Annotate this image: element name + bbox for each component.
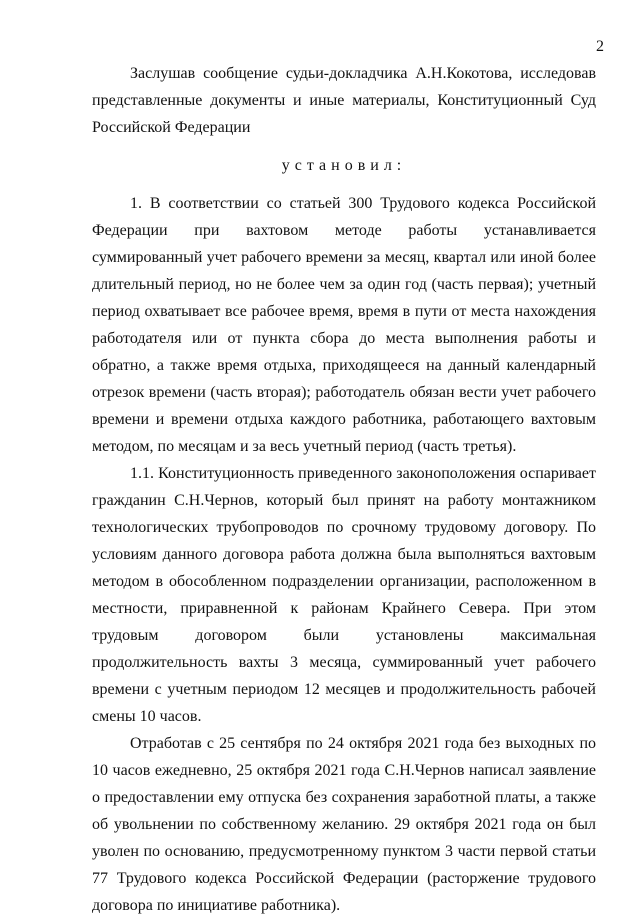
page-number: 2 <box>596 38 604 55</box>
paragraph-1-1: 1.1. Конституционность приведенного законоположения оспаривает гражданин С.Н.Чернов, который был принят на работу монтажником технологических трубопроводов по срочному трудовому договору. По условиям данного договора работа должна была выполняться вахтовым методом в обособленном подразделении организации, расположенном в местности, приравненной к районам Крайнего Севера. При этом трудовым договором были установлены максимальная продолжительность вахты 3 месяца, суммированный учет рабочего времени с учетным периодом 12 месяцев и продолжительность рабочей смены 10 часов. <box>92 465 596 725</box>
paragraph-worked: Отработав с 25 сентября по 24 октября 2021 года без выходных по 10 часов ежедневно, 25 октября 2021 года С.Н.Чернов написал заявление о предоставлении ему отпуска без сохранения заработной платы, а также об увольнении по собственному желанию. 29 октября 2021 года он был уволен по основанию, предусмотренному пунктом 3 части первой статьи 77 Трудового кодекса Российской Федерации (расторжение трудового договора по инициативе работника). <box>92 735 596 914</box>
intro-paragraph: Заслушав сообщение судьи-докладчика А.Н.Кокотова, исследовав представленные документы и иные материалы, Конституционный Суд Российской Федерации <box>92 65 596 136</box>
document-body <box>92 60 596 919</box>
section-heading: установил: <box>281 157 407 174</box>
paragraph-1: 1. В соответствии со статьей 300 Трудового кодекса Российской Федерации при вахтовом методе работы устанавливается суммированный учет рабочего времени за месяц, квартал или иной более длительный период, но не более чем за один год (часть первая); учетный период охватывает все рабочее время, время в пути от места нахождения работодателя или от пункта сбора до места выполнения работы и обратно, а также время отдыха, приходящееся на данный календарный отрезок времени (часть вторая); работодатель обязан вести учет рабочего времени и времени отдыха каждого работника, работающего вахтовым методом, по месяцам и за весь учетный период (часть третья). <box>92 195 596 455</box>
